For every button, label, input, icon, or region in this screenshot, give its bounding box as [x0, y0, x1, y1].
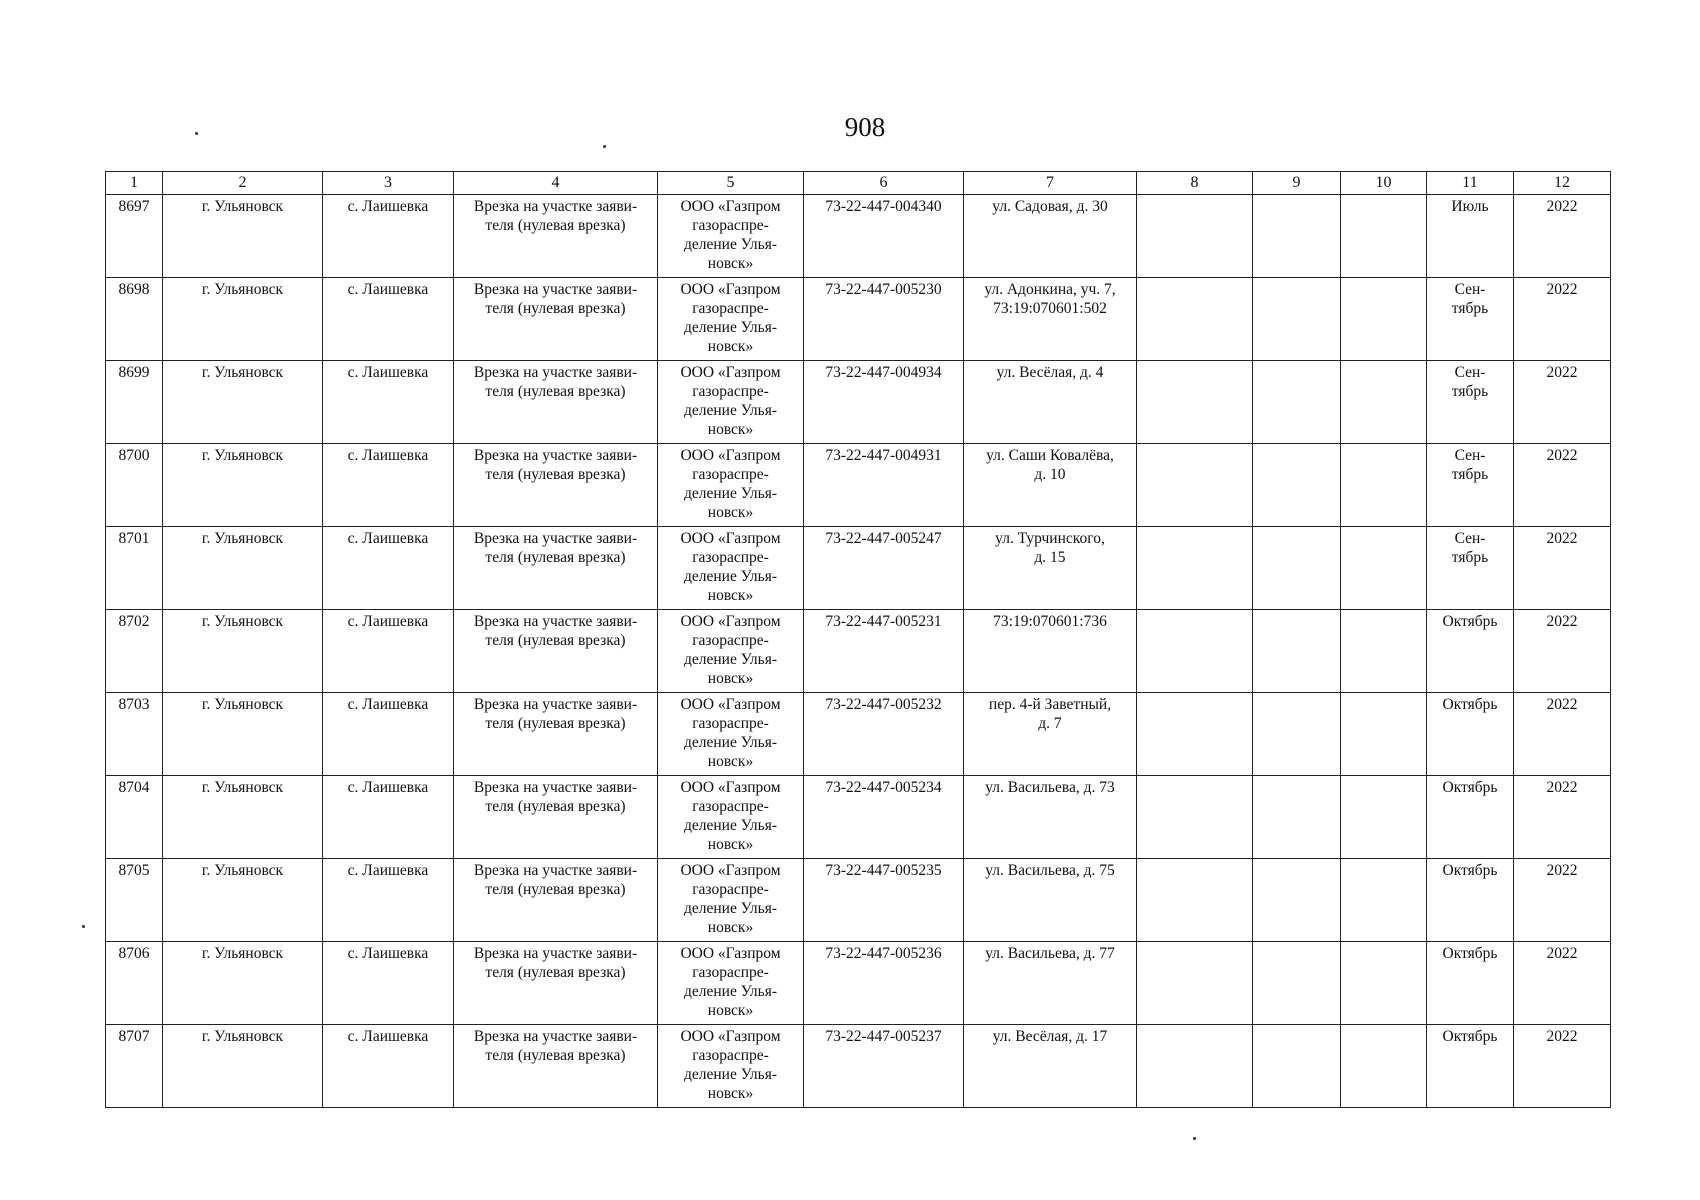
cell-organization-line: новск»: [707, 338, 754, 355]
cell-address: [964, 1025, 1137, 1108]
cell-month-line: Сен-: [1454, 447, 1486, 464]
scan-speck: [195, 132, 198, 135]
col-header: 1: [106, 172, 163, 195]
cell-col9: [1253, 610, 1341, 693]
col-header: 4: [454, 172, 658, 195]
cell-organization-line: газораспре-: [692, 383, 769, 400]
cell-number: 8701: [106, 527, 163, 610]
cell-organization: [658, 278, 804, 361]
cell-organization-line: газораспре-: [692, 964, 769, 981]
cell-organization-line: новск»: [707, 587, 754, 604]
table-row: [106, 444, 1611, 527]
cell-work-type: [454, 527, 658, 610]
cell-col8: [1137, 942, 1253, 1025]
cell-address-line: 73:19:070601:502: [993, 300, 1107, 317]
cell-organization-line: ООО «Газпром: [680, 779, 781, 796]
cell-col9: [1253, 278, 1341, 361]
cell-col10: [1341, 361, 1427, 444]
table-row: [106, 278, 1611, 361]
cell-col9: [1253, 776, 1341, 859]
cell-col9: [1253, 1025, 1341, 1108]
cell-address: [964, 361, 1137, 444]
col-header: 8: [1137, 172, 1253, 195]
cell-col10: [1341, 693, 1427, 776]
cell-year: 2022: [1514, 278, 1611, 361]
cell-month: [1427, 527, 1514, 610]
cell-col8: [1137, 693, 1253, 776]
cell-number: 8706: [106, 942, 163, 1025]
cell-organization-line: ООО «Газпром: [680, 364, 781, 381]
cell-address-line: ул. Васильева, д. 75: [985, 862, 1115, 879]
cell-address-line: ул. Садовая, д. 30: [992, 198, 1108, 215]
cell-year: 2022: [1514, 361, 1611, 444]
cell-address-line: ул. Весёлая, д. 4: [996, 364, 1104, 381]
cell-work-type: [454, 444, 658, 527]
cell-col10: [1341, 859, 1427, 942]
table-row: [106, 1025, 1611, 1108]
cell-city: г. Ульяновск: [163, 444, 323, 527]
cell-address-line: ул. Васильева, д. 73: [985, 779, 1115, 796]
cell-organization-line: деление Улья-: [683, 319, 778, 336]
cell-month-line: Октябрь: [1442, 862, 1498, 879]
cell-organization: [658, 859, 804, 942]
cell-month-line: Октябрь: [1442, 696, 1498, 713]
cell-col10: [1341, 195, 1427, 278]
col-header: 11: [1427, 172, 1514, 195]
cell-code: 73-22-447-005232: [804, 693, 964, 776]
cell-work-type-line: теля (нулевая врезка): [485, 383, 626, 400]
cell-address: [964, 942, 1137, 1025]
cell-col10: [1341, 776, 1427, 859]
cell-code: 73-22-447-004340: [804, 195, 964, 278]
cell-address: [964, 195, 1137, 278]
cell-address-line: д. 10: [1034, 466, 1066, 483]
cell-month-line: Октябрь: [1442, 613, 1498, 630]
cell-month-line: тябрь: [1451, 383, 1489, 400]
cell-organization-line: газораспре-: [692, 1047, 769, 1064]
cell-organization-line: ООО «Газпром: [680, 696, 781, 713]
col-header: 12: [1514, 172, 1611, 195]
cell-organization-line: деление Улья-: [683, 485, 778, 502]
cell-col10: [1341, 527, 1427, 610]
cell-work-type-line: Врезка на участке заяви-: [473, 447, 638, 464]
cell-code: 73-22-447-005236: [804, 942, 964, 1025]
cell-address-line: д. 7: [1038, 715, 1062, 732]
cell-year: 2022: [1514, 693, 1611, 776]
cell-organization-line: деление Улья-: [683, 734, 778, 751]
cell-month: [1427, 610, 1514, 693]
cell-village: с. Лаишевка: [323, 527, 454, 610]
cell-work-type: [454, 776, 658, 859]
cell-address-line: ул. Турчинского,: [995, 530, 1105, 547]
cell-col9: [1253, 361, 1341, 444]
cell-village: с. Лаишевка: [323, 195, 454, 278]
cell-month: [1427, 859, 1514, 942]
cell-village: с. Лаишевка: [323, 610, 454, 693]
cell-organization-line: деление Улья-: [683, 651, 778, 668]
cell-work-type-line: теля (нулевая врезка): [485, 798, 626, 815]
cell-organization-line: газораспре-: [692, 881, 769, 898]
cell-city: г. Ульяновск: [163, 776, 323, 859]
cell-organization-line: новск»: [707, 421, 754, 438]
cell-month: [1427, 278, 1514, 361]
cell-work-type-line: Врезка на участке заяви-: [473, 530, 638, 547]
cell-month-line: Июль: [1451, 198, 1489, 215]
cell-month-line: Сен-: [1454, 364, 1486, 381]
cell-city: г. Ульяновск: [163, 1025, 323, 1108]
cell-address-line: пер. 4-й Заветный,: [988, 696, 1112, 713]
cell-year: 2022: [1514, 942, 1611, 1025]
cell-col9: [1253, 527, 1341, 610]
table-body: [106, 195, 1611, 1108]
cell-work-type-line: теля (нулевая врезка): [485, 466, 626, 483]
cell-work-type-line: Врезка на участке заяви-: [473, 779, 638, 796]
cell-year: 2022: [1514, 859, 1611, 942]
table-row: [106, 693, 1611, 776]
col-header: 2: [163, 172, 323, 195]
cell-col9: [1253, 444, 1341, 527]
cell-work-type-line: теля (нулевая врезка): [485, 217, 626, 234]
cell-year: 2022: [1514, 610, 1611, 693]
cell-month: [1427, 693, 1514, 776]
cell-address-line: ул. Весёлая, д. 17: [992, 1028, 1108, 1045]
cell-number: 8702: [106, 610, 163, 693]
cell-code: 73-22-447-005247: [804, 527, 964, 610]
cell-organization-line: газораспре-: [692, 798, 769, 815]
cell-organization-line: новск»: [707, 753, 754, 770]
cell-city: г. Ульяновск: [163, 610, 323, 693]
cell-work-type: [454, 278, 658, 361]
cell-city: г. Ульяновск: [163, 942, 323, 1025]
cell-organization: [658, 610, 804, 693]
col-header: 9: [1253, 172, 1341, 195]
cell-address-line: ул. Адонкина, уч. 7,: [984, 281, 1116, 298]
cell-month: [1427, 361, 1514, 444]
cell-work-type: [454, 361, 658, 444]
cell-organization: [658, 527, 804, 610]
cell-city: г. Ульяновск: [163, 278, 323, 361]
cell-work-type-line: теля (нулевая врезка): [485, 300, 626, 317]
cell-organization-line: новск»: [707, 1002, 754, 1019]
cell-organization-line: деление Улья-: [683, 402, 778, 419]
header-row: [106, 172, 1611, 195]
cell-work-type-line: теля (нулевая врезка): [485, 881, 626, 898]
cell-work-type-line: Врезка на участке заяви-: [473, 1028, 638, 1045]
cell-address: [964, 776, 1137, 859]
col-header: 3: [323, 172, 454, 195]
cell-village: с. Лаишевка: [323, 278, 454, 361]
cell-number: 8704: [106, 776, 163, 859]
cell-work-type-line: Врезка на участке заяви-: [473, 281, 638, 298]
scan-speck: [603, 145, 606, 148]
cell-work-type-line: теля (нулевая врезка): [485, 964, 626, 981]
cell-number: 8705: [106, 859, 163, 942]
cell-organization-line: деление Улья-: [683, 900, 778, 917]
scan-speck: [1193, 1137, 1196, 1140]
cell-work-type-line: теля (нулевая врезка): [485, 549, 626, 566]
table-row: [106, 361, 1611, 444]
cell-col9: [1253, 693, 1341, 776]
cell-address: [964, 859, 1137, 942]
cell-city: г. Ульяновск: [163, 195, 323, 278]
cell-col8: [1137, 1025, 1253, 1108]
cell-village: с. Лаишевка: [323, 361, 454, 444]
col-header: 5: [658, 172, 804, 195]
col-header: 6: [804, 172, 964, 195]
cell-col8: [1137, 610, 1253, 693]
cell-organization-line: деление Улья-: [683, 1066, 778, 1083]
document-table: [105, 171, 1611, 1108]
cell-organization: [658, 776, 804, 859]
cell-village: с. Лаишевка: [323, 1025, 454, 1108]
col-header: 7: [964, 172, 1137, 195]
cell-address-line: 73:19:070601:736: [993, 613, 1107, 630]
cell-month-line: Сен-: [1454, 530, 1486, 547]
scan-speck: [82, 925, 85, 928]
cell-organization: [658, 444, 804, 527]
cell-month-line: Октябрь: [1442, 779, 1498, 796]
cell-organization-line: деление Улья-: [683, 983, 778, 1000]
cell-organization-line: газораспре-: [692, 466, 769, 483]
cell-month-line: Сен-: [1454, 281, 1486, 298]
cell-number: 8697: [106, 195, 163, 278]
cell-organization-line: ООО «Газпром: [680, 447, 781, 464]
cell-year: 2022: [1514, 1025, 1611, 1108]
cell-city: г. Ульяновск: [163, 693, 323, 776]
cell-col8: [1137, 527, 1253, 610]
cell-col8: [1137, 278, 1253, 361]
cell-work-type-line: Врезка на участке заяви-: [473, 198, 638, 215]
cell-address-line: д. 15: [1034, 549, 1066, 566]
cell-organization-line: новск»: [707, 670, 754, 687]
cell-organization-line: газораспре-: [692, 549, 769, 566]
cell-organization-line: газораспре-: [692, 715, 769, 732]
cell-work-type-line: теля (нулевая врезка): [485, 632, 626, 649]
cell-organization-line: ООО «Газпром: [680, 945, 781, 962]
cell-col8: [1137, 361, 1253, 444]
cell-organization: [658, 195, 804, 278]
cell-village: с. Лаишевка: [323, 776, 454, 859]
cell-village: с. Лаишевка: [323, 942, 454, 1025]
cell-code: 73-22-447-005235: [804, 859, 964, 942]
cell-col9: [1253, 859, 1341, 942]
cell-col10: [1341, 1025, 1427, 1108]
cell-organization: [658, 361, 804, 444]
cell-work-type-line: Врезка на участке заяви-: [473, 696, 638, 713]
cell-address: [964, 527, 1137, 610]
cell-village: с. Лаишевка: [323, 859, 454, 942]
cell-organization-line: деление Улья-: [683, 236, 778, 253]
cell-number: 8703: [106, 693, 163, 776]
cell-city: г. Ульяновск: [163, 527, 323, 610]
cell-col8: [1137, 444, 1253, 527]
cell-work-type-line: теля (нулевая врезка): [485, 715, 626, 732]
cell-month: [1427, 444, 1514, 527]
cell-city: г. Ульяновск: [163, 361, 323, 444]
cell-organization-line: ООО «Газпром: [680, 613, 781, 630]
cell-col10: [1341, 610, 1427, 693]
cell-year: 2022: [1514, 444, 1611, 527]
cell-address: [964, 444, 1137, 527]
cell-number: 8698: [106, 278, 163, 361]
table-row: [106, 527, 1611, 610]
cell-work-type: [454, 693, 658, 776]
cell-organization-line: деление Улья-: [683, 568, 778, 585]
cell-work-type-line: Врезка на участке заяви-: [473, 945, 638, 962]
cell-organization: [658, 1025, 804, 1108]
table-row: [106, 195, 1611, 278]
cell-year: 2022: [1514, 527, 1611, 610]
cell-address-line: ул. Саши Ковалёва,: [986, 447, 1114, 464]
cell-col8: [1137, 859, 1253, 942]
cell-address-line: ул. Васильева, д. 77: [985, 945, 1115, 962]
page-number: 908: [844, 112, 886, 142]
cell-organization-line: газораспре-: [692, 217, 769, 234]
cell-organization-line: новск»: [707, 836, 754, 853]
cell-col8: [1137, 195, 1253, 278]
cell-code: 73-22-447-005234: [804, 776, 964, 859]
cell-col10: [1341, 444, 1427, 527]
cell-work-type: [454, 610, 658, 693]
cell-address: [964, 278, 1137, 361]
cell-organization-line: новск»: [707, 1085, 754, 1102]
cell-code: 73-22-447-005230: [804, 278, 964, 361]
cell-code: 73-22-447-005231: [804, 610, 964, 693]
cell-city: г. Ульяновск: [163, 859, 323, 942]
table-row: [106, 610, 1611, 693]
cell-work-type-line: Врезка на участке заяви-: [473, 364, 638, 381]
cell-organization-line: ООО «Газпром: [680, 530, 781, 547]
cell-village: с. Лаишевка: [323, 693, 454, 776]
cell-month-line: Октябрь: [1442, 1028, 1498, 1045]
cell-number: 8699: [106, 361, 163, 444]
cell-work-type: [454, 1025, 658, 1108]
cell-month-line: тябрь: [1451, 549, 1489, 566]
cell-number: 8707: [106, 1025, 163, 1108]
cell-organization-line: ООО «Газпром: [680, 198, 781, 215]
cell-code: 73-22-447-004931: [804, 444, 964, 527]
cell-month: [1427, 195, 1514, 278]
cell-code: 73-22-447-005237: [804, 1025, 964, 1108]
cell-organization-line: газораспре-: [692, 632, 769, 649]
cell-address: [964, 610, 1137, 693]
cell-organization-line: деление Улья-: [683, 817, 778, 834]
cell-organization-line: новск»: [707, 504, 754, 521]
cell-organization-line: ООО «Газпром: [680, 281, 781, 298]
cell-col10: [1341, 942, 1427, 1025]
cell-month-line: тябрь: [1451, 300, 1489, 317]
cell-code: 73-22-447-004934: [804, 361, 964, 444]
cell-organization-line: ООО «Газпром: [680, 1028, 781, 1045]
cell-month-line: Октябрь: [1442, 945, 1498, 962]
cell-work-type-line: теля (нулевая врезка): [485, 1047, 626, 1064]
cell-work-type: [454, 195, 658, 278]
cell-col9: [1253, 942, 1341, 1025]
cell-organization-line: ООО «Газпром: [680, 862, 781, 879]
cell-col9: [1253, 195, 1341, 278]
cell-organization-line: газораспре-: [692, 300, 769, 317]
cell-village: с. Лаишевка: [323, 444, 454, 527]
cell-col8: [1137, 776, 1253, 859]
cell-organization-line: новск»: [707, 255, 754, 272]
cell-year: 2022: [1514, 195, 1611, 278]
cell-organization: [658, 942, 804, 1025]
cell-work-type: [454, 942, 658, 1025]
cell-month: [1427, 776, 1514, 859]
table-row: [106, 776, 1611, 859]
cell-organization-line: новск»: [707, 919, 754, 936]
col-header: 10: [1341, 172, 1427, 195]
cell-work-type-line: Врезка на участке заяви-: [473, 862, 638, 879]
cell-work-type: [454, 859, 658, 942]
table-row: [106, 859, 1611, 942]
cell-address: [964, 693, 1137, 776]
cell-year: 2022: [1514, 776, 1611, 859]
cell-month: [1427, 1025, 1514, 1108]
cell-month-line: тябрь: [1451, 466, 1489, 483]
cell-col10: [1341, 278, 1427, 361]
cell-number: 8700: [106, 444, 163, 527]
cell-work-type-line: Врезка на участке заяви-: [473, 613, 638, 630]
cell-organization: [658, 693, 804, 776]
cell-month: [1427, 942, 1514, 1025]
table-row: [106, 942, 1611, 1025]
